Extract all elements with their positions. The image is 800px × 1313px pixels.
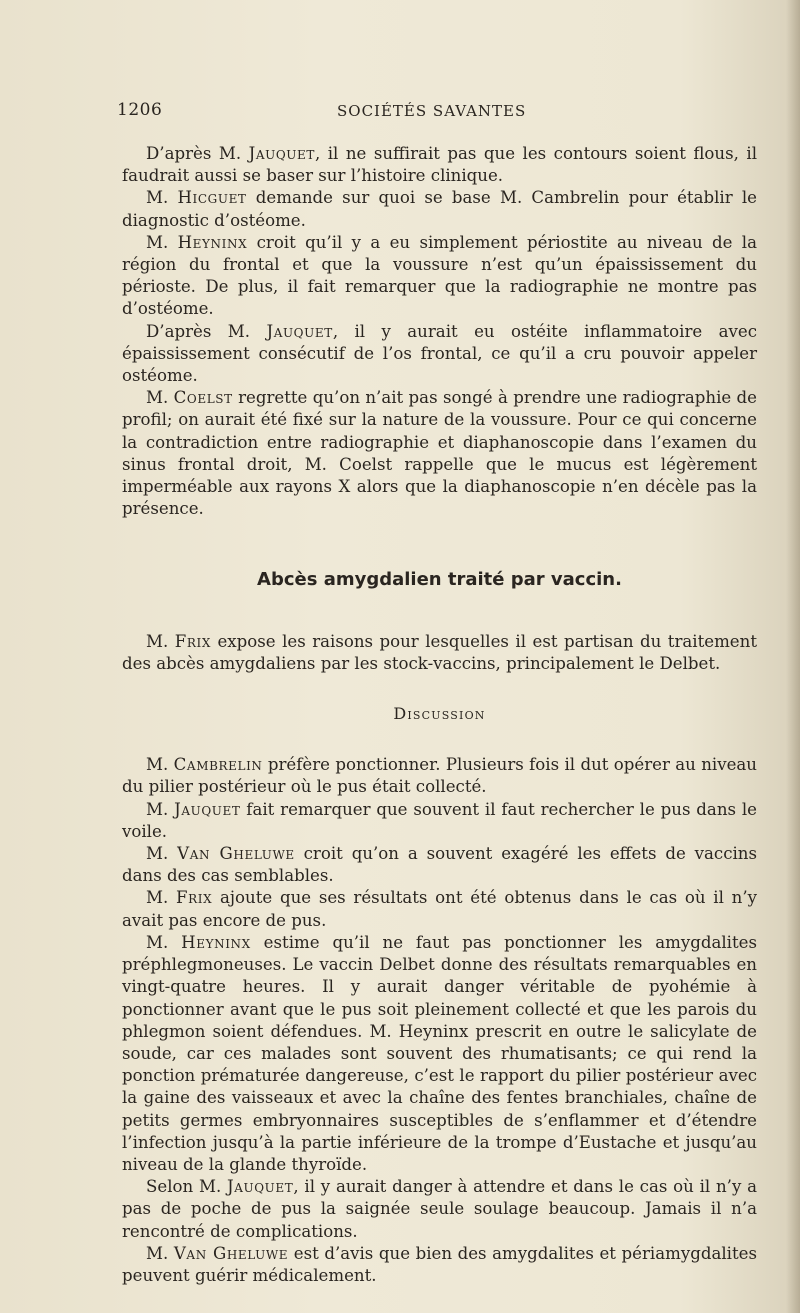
paragraph: [122, 932, 757, 1176]
paragraph: [122, 887, 757, 931]
communication-block: [122, 631, 757, 675]
speaker-name: M. Frix: [146, 888, 213, 908]
paragraph-text: regrette qu’on n’ait pas songé à prendre une radiographie de profil; on aurait été fixé sur la nature de la voussure. Pour ce qui concerne la contradiction entre radiographie et diaphanoscopie dans l’examen du sinus frontal droit, M. Coelst rappelle que le mucus est légèrement imperméable aux rayons X alors que la diaphanoscopie n’en décèle pas la présence.: [122, 388, 757, 519]
paragraph-text: expose les raisons pour lesquelles il est partisan du traitement des abcès amygdaliens par les stock-vaccins, principalement le Delbet.: [122, 631, 757, 673]
paragraph: [122, 232, 757, 321]
paragraph: [122, 1243, 757, 1287]
paragraph-text: demande sur quoi se base M. Cambrelin pour établir le diagnostic d’ostéome.: [122, 188, 757, 230]
discussion-block-ostéome: [122, 143, 757, 520]
paragraph: [122, 321, 757, 388]
paragraph-prefix: D’après: [146, 144, 219, 163]
paragraph: [122, 143, 757, 187]
paragraph-text: estime qu’il ne faut pas ponctionner les amygdalites préphlegmoneuses. Le vaccin Delbet donne des résultats remarquables en vingt-quatre heures. Il y aurait danger véritable de pyohémie à ponctionner avant que le pus soit pleinement collecté et que les parois du phlegmon soient défendues. M. Heyninx prescrit en outre le salicylate de soude, car ces malades sont souvent des rhumatisants; ce qui rend la ponction prématurée dangereuse, c’est le rapport du pilier postérieur avec la gaine des vaisseaux et avec la chaîne des fentes branchiales, chaîne de petits germes embryonnaires susceptibles de s’enflammer et d’étendre l’infection jusqu’à la partie inférieure de la trompe d’Eustache et jusqu’au niveau de la glande thyroïde.: [122, 932, 757, 1174]
page-number: 1206: [117, 100, 163, 120]
paragraph-text: préfère ponctionner. Plusieurs fois il dut opérer au niveau du pilier postérieur où le pus était collecté.: [122, 755, 757, 797]
speaker-name: M. Cambrelin: [146, 755, 263, 775]
speaker-name: M. Heyninx: [146, 232, 248, 252]
paragraph-text: croit qu’on a souvent exagéré les effets de vaccins dans des cas semblables.: [122, 844, 757, 886]
paragraph: [122, 187, 757, 231]
paragraph-prefix: Selon: [146, 1177, 199, 1197]
running-head: SOCIÉTÉS SAVANTES: [337, 102, 527, 120]
page-edge-shadow: [786, 0, 800, 1313]
paragraph-text: , il y aurait eu ostéite inflammatoire avec épaississement consécutif de l’os frontal, ce qu’il a cru pouvoir appeler ostéome.: [122, 321, 758, 386]
paragraph-prefix: D’après: [146, 321, 228, 341]
speaker-name: M. Coelst: [146, 388, 233, 408]
speaker-name: M. Jauquet: [227, 321, 333, 341]
page-header: [117, 100, 757, 124]
speaker-name: M. Jauquet: [146, 799, 241, 819]
paragraph: [122, 799, 757, 843]
paragraph: [122, 1176, 757, 1243]
paragraph: [122, 843, 757, 887]
speaker-name: M. Frix: [146, 631, 211, 651]
paragraph: [122, 387, 757, 520]
article-body: [122, 143, 757, 1287]
paragraph-text: , il ne suffirait pas que les contours soient flous, il faudrait aussi se baser sur l’histoire clinique.: [122, 144, 758, 186]
paragraph: [122, 754, 757, 798]
discussion-block-abces: [122, 754, 757, 1287]
speaker-name: M. Van Gheluwe: [146, 844, 295, 864]
speaker-name: M. Hicguet: [146, 188, 247, 208]
paragraph-text: fait remarquer que souvent il faut rechercher le pus dans le voile.: [122, 799, 757, 841]
paragraph: [122, 631, 757, 675]
paragraph-text: croit qu’il y a eu simplement périostite au niveau de la région du frontal et que la voussure n’est qu’un épaississement du périoste. De plus, il fait remarquer que la radiographie ne montre pas d’ostéome.: [122, 232, 757, 319]
subsection-title: Discussion: [393, 704, 486, 724]
paragraph-text: ajoute que ses résultats ont été obtenus dans le cas où il n’y avait pas encore de pus.: [122, 888, 757, 930]
speaker-name: M. Jauquet: [218, 144, 315, 163]
speaker-name: M. Van Gheluwe: [146, 1243, 289, 1263]
paragraph-text: est d’avis que bien des amygdalites et périamygdalites peuvent guérir médicalement.: [122, 1243, 757, 1285]
speaker-name: M. Heyninx: [146, 932, 251, 952]
section-title: Abcès amygdalien traité par vaccin.: [257, 569, 622, 591]
speaker-name: M. Jauquet: [198, 1177, 294, 1197]
paragraph-text: , il y aurait danger à attendre et dans le cas où il n’y a pas de poche de pus la saignée seule soulage beaucoup. Jamais il n’a rencontré de complications.: [122, 1177, 757, 1241]
